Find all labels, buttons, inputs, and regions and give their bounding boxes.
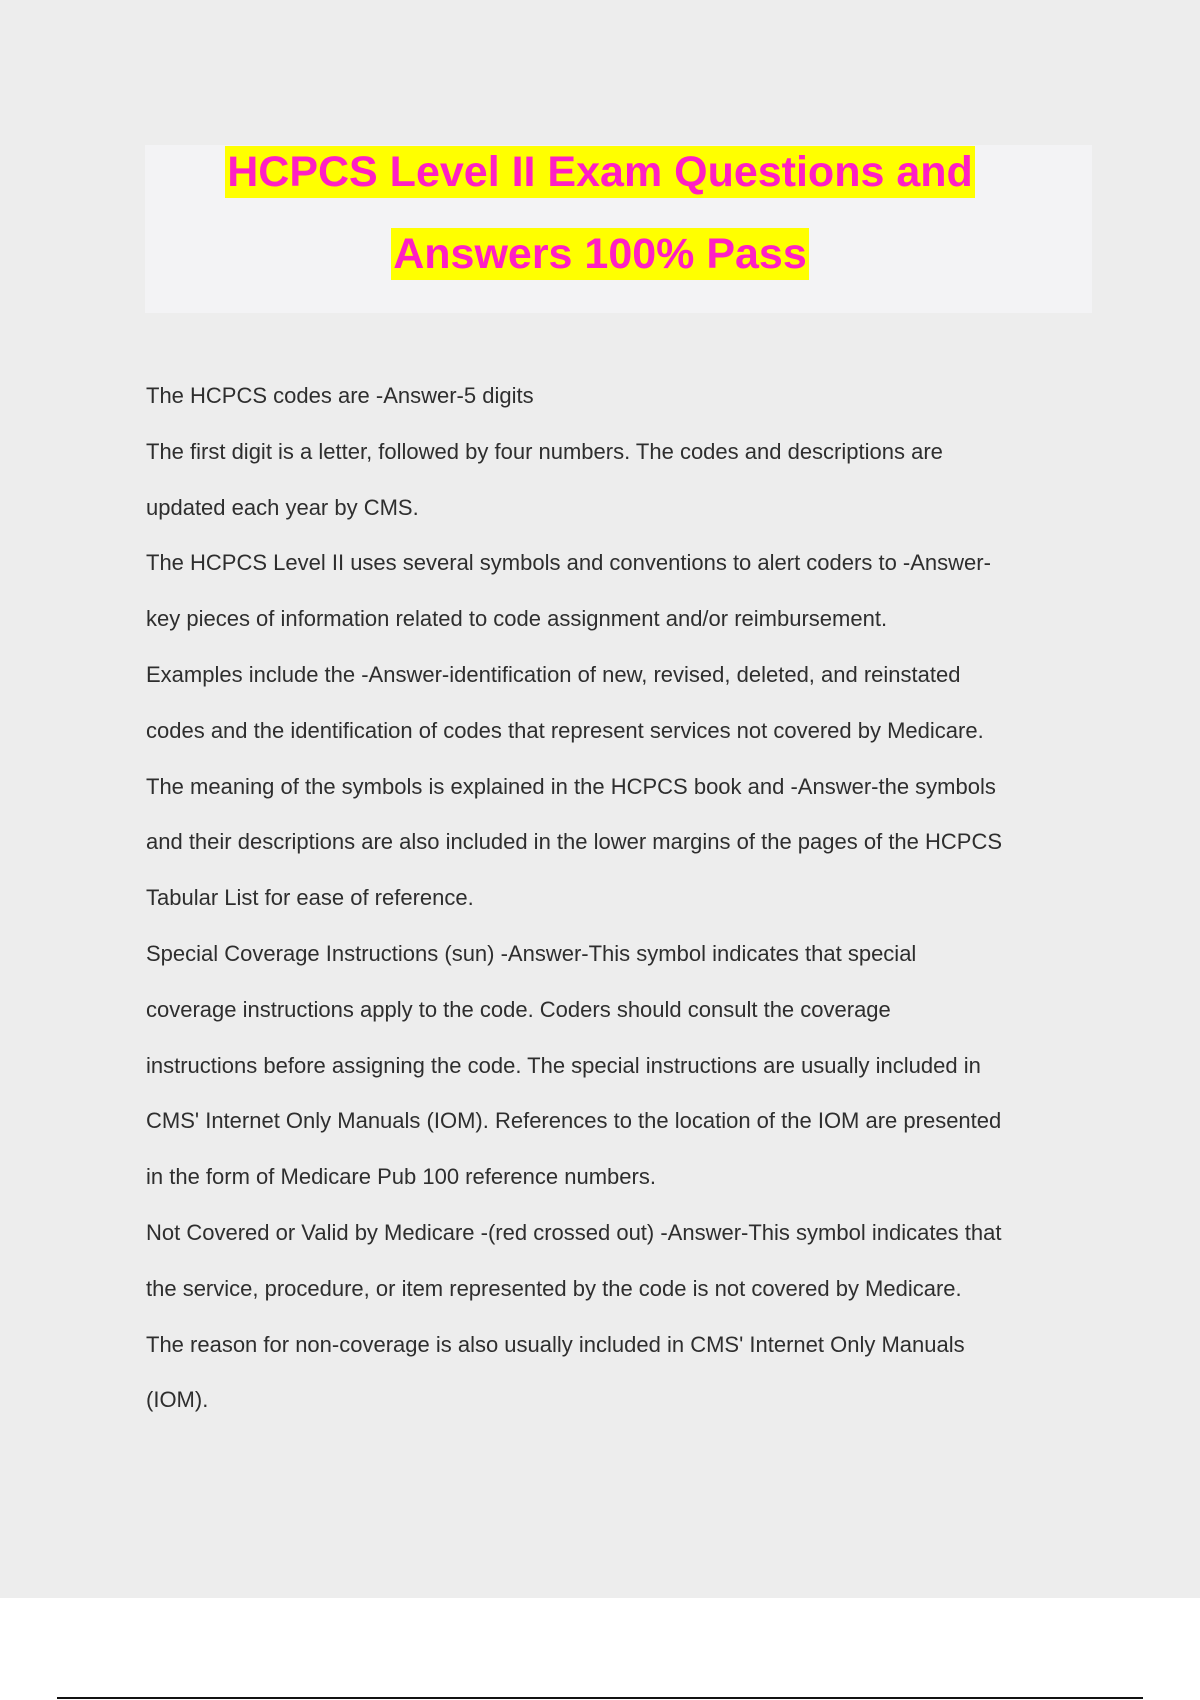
- text-line: instructions before assigning the code. The special instructions are usually included in: [146, 1052, 981, 1078]
- text-line: updated each year by CMS.: [146, 494, 419, 520]
- text-line: The HCPCS Level II uses several symbols and conventions to alert coders to -Answer-: [146, 550, 991, 576]
- text-line: in the form of Medicare Pub 100 reference numbers.: [146, 1164, 656, 1190]
- text-line: The meaning of the symbols is explained in the HCPCS book and -Answer-the symbols: [146, 773, 996, 799]
- text-line: and their descriptions are also included in the lower margins of the pages of the HCPCS: [146, 829, 1003, 855]
- document-title-line-1: HCPCS Level II Exam Questions and: [227, 148, 973, 196]
- text-line: The first digit is a letter, followed by four numbers. The codes and descriptions are: [146, 438, 943, 464]
- text-line: codes and the identification of codes that represent services not covered by Medicare.: [146, 717, 984, 743]
- text-line: Examples include the -Answer-identification of new, revised, deleted, and reinstated: [146, 661, 961, 687]
- text-line: Not Covered or Valid by Medicare -(red crossed out) -Answer-This symbol indicates that: [146, 1219, 1002, 1245]
- text-line: Tabular List for ease of reference.: [146, 885, 474, 911]
- text-line: The reason for non-coverage is also usually included in CMS' Internet Only Manuals: [146, 1331, 965, 1357]
- text-line: coverage instructions apply to the code. Coders should consult the coverage: [146, 996, 891, 1022]
- page-divider: [57, 1697, 1143, 1699]
- document-body: [146, 368, 1096, 1428]
- text-line: Special Coverage Instructions (sun) -Answer-This symbol indicates that special: [146, 940, 917, 966]
- document-title-line-2: Answers 100% Pass: [393, 230, 807, 278]
- text-line: (IOM).: [146, 1387, 209, 1413]
- text-line: the service, procedure, or item represented by the code is not covered by Medicare.: [146, 1275, 962, 1301]
- text-line: key pieces of information related to code assignment and/or reimbursement.: [146, 606, 888, 632]
- text-line: The HCPCS codes are -Answer-5 digits: [146, 383, 534, 408]
- text-line: CMS' Internet Only Manuals (IOM). References to the location of the IOM are presented: [146, 1108, 1002, 1134]
